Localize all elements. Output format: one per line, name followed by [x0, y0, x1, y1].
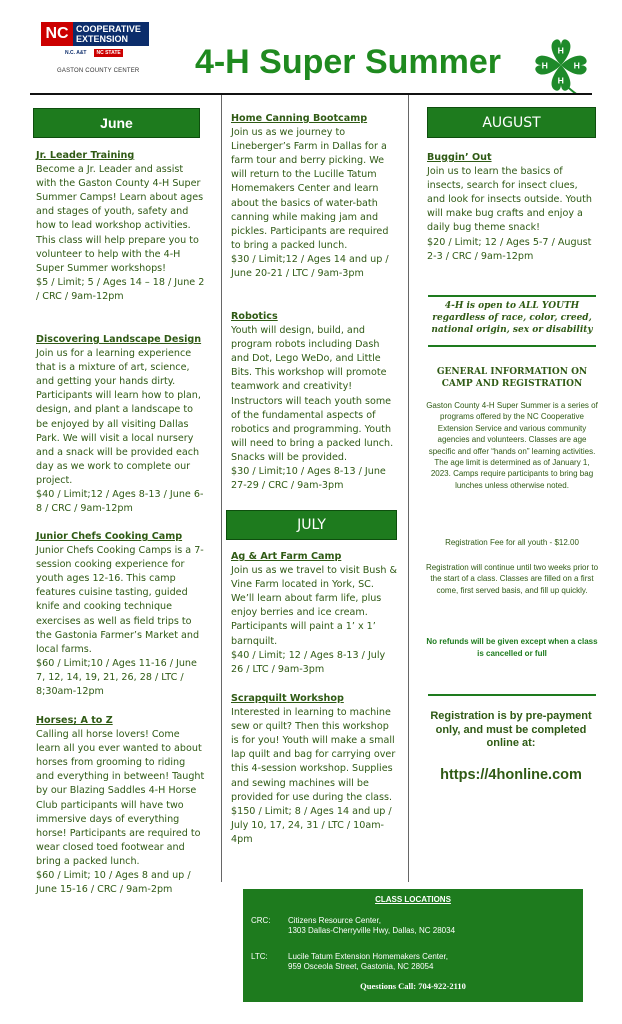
class-home-canning	[231, 112, 399, 281]
class-buggin-out	[427, 151, 597, 264]
county-center: GASTON COUNTY CENTER	[57, 68, 140, 74]
crc-name: Citizens Resource Center,	[288, 916, 381, 925]
crc-code: CRC:	[251, 916, 271, 925]
class-junior-chefs	[36, 530, 206, 699]
logo-extension	[73, 22, 149, 46]
class-locations-box	[243, 889, 583, 1002]
column-divider-right	[408, 95, 409, 882]
class-title: Jr. Leader Training	[36, 150, 135, 161]
june-heading: June	[33, 108, 200, 138]
class-title: Robotics	[231, 311, 278, 322]
divider-registration	[428, 694, 596, 696]
class-title: Junior Chefs Cooking Camp	[36, 531, 183, 542]
column-divider-left	[221, 95, 222, 882]
registration-prepay: Registration is by pre-payment only, and must be completed online at:	[430, 710, 592, 749]
class-description: Join us to learn the basics of insects, search for insect clues, and look for insects outside. Youth will make bug crafts and enjoy a daily bug theme snack!	[427, 166, 592, 234]
divider-bottom	[428, 345, 596, 347]
four-h-clover-icon	[532, 38, 590, 96]
class-details: $60 / Limit; 10 / Ages 8 and up / June 15-16 / CRC / 9am-2pm	[36, 870, 191, 896]
class-ag-art-farm	[231, 550, 399, 677]
class-description: Interested in learning to machine sew or quilt? Then this workshop is for you! Youth will make a small lap quilt and bag for carrying over this 4-session workshop. Supplies and sewing machines will be provided for use during the class.	[231, 707, 396, 803]
clover-letter-left: H	[541, 60, 548, 71]
clover-letter-right: H	[573, 60, 580, 71]
class-details: $60 / Limit;10 / Ages 11-16 / June 7, 12, 14, 19, 21, 26, 28 / LTC / 8;30am-12pm	[36, 657, 197, 698]
refund-policy: No refunds will be given except when a class is cancelled or full	[426, 637, 598, 658]
crc-location	[288, 916, 455, 936]
class-details: $40 / Limit;12 / Ages 8-13 / June 6-8 / CRC / 9am-12pm	[36, 489, 204, 515]
class-title: Horses; A to Z	[36, 715, 113, 726]
ltc-code: LTC:	[251, 952, 268, 961]
logo-ncat: N.C. A&T	[65, 50, 87, 56]
class-scrapquilt	[231, 692, 399, 847]
class-title: Home Canning Bootcamp	[231, 113, 368, 124]
class-title: Scrapquilt Workshop	[231, 693, 344, 704]
open-to-all-statement: 4-H is open to ALL YOUTH regardless of race, color, creed, national origin, sex or disability	[431, 301, 593, 335]
class-jr-leader	[36, 149, 206, 304]
class-description: Join us for a learning experience that is a mixture of art, science, and getting your hands dirty. Participants will learn how to plan, design, and plant a landscape to be enjoyed by all visiting Dallas Park. We will visit a local nursery and a snack will be provided each day as we work to complete our project.	[36, 348, 201, 486]
logo-nc: NC	[41, 22, 73, 46]
ltc-location	[288, 952, 448, 972]
class-title: Ag & Art Farm Camp	[231, 551, 342, 562]
class-details: $30 / Limit;12 / Ages 14 and up / June 20-21 / LTC / 9am-3pm	[231, 253, 389, 280]
divider-top	[428, 295, 596, 297]
class-details: $40 / Limit; 12 / Ages 8-13 / July 26 / LTC / 9am-3pm	[231, 649, 386, 675]
clover-letter-bottom: H	[557, 75, 564, 86]
logo-ncstate: NC STATE	[96, 50, 121, 56]
registration-link[interactable]: https://4honline.com	[440, 767, 582, 783]
class-details: $30 / Limit;10 / Ages 8-13 / June 27-29 / CRC / 9am-3pm	[231, 466, 386, 492]
class-details: $5 / Limit; 5 / Ages 14 – 18 / June 2 / CRC / 9am-12pm	[36, 276, 205, 302]
class-description: Junior Chefs Cooking Camps is a 7-session cooking experience for youth ages 12-16. This camp features cuisine tasting, guided knife and cooking technique exercises as well as field trips to the Gastonia Farmer’s Market and local farms.	[36, 545, 204, 655]
ltc-name: Lucile Tatum Extension Homemakers Center,	[288, 952, 448, 961]
questions-phone: Questions Call: 704-922-2110	[360, 981, 466, 991]
class-description: Join us as we journey to Lineberger’s Farm in Dallas for a farm tour and berry picking. We will return to the Lucille Tatum Homemakers Center and learn about the basics of water-bath canning while making jam and pickles. Participants are required to bring a packed lunch.	[231, 127, 389, 251]
class-description: Youth will design, build, and program robots including Dash and Dot, Lego WeDo, and Little Bits. This workshop will promote teamwork and creativity! Instructors will teach youth some of the fundamental aspects of robotics and programming. Youth will need to bring a packed lunch. Snacks will be provided.	[231, 325, 394, 463]
class-title: Discovering Landscape Design	[36, 334, 202, 345]
class-details: $150 / Limit; 8 / Ages 14 and up / July 10, 17, 24, 31 / LTC / 10am-4pm	[231, 805, 392, 845]
general-info-title: GENERAL INFORMATION ON CAMP AND REGISTRATION	[436, 367, 588, 389]
logo-coop-text: COOPERATIVE	[76, 24, 141, 34]
class-description: Become a Jr. Leader and assist with the Gaston County 4-H Super Summer Camps! Learn about ages and stages of youth, safety and how to lead workshop activities. This class will help prepare you to volunteer to help with the 4-H Super Summer workshops!	[36, 164, 204, 274]
class-description: Calling all horse lovers! Come learn all you ever wanted to about horses from grooming to riding and everything in between! Taught by our Blazing Saddles 4-H Horse Club participants will have two immersive days of everything horse! Participants are required to wear closed toed footwear and bring a packed lunch.	[36, 729, 205, 867]
logo-ext-text: EXTENSION	[76, 34, 129, 44]
august-heading: AUGUST	[427, 107, 596, 138]
class-title: Buggin’ Out	[427, 152, 492, 163]
crc-address: 1303 Dallas-Cherryville Hwy, Dallas, NC 28034	[288, 926, 456, 935]
july-heading: JULY	[226, 510, 397, 540]
extension-logo	[41, 22, 149, 74]
header-rule	[30, 93, 592, 95]
class-horses	[36, 714, 206, 897]
registration-continue: Registration will continue until two weeks prior to the start of a class. Classes are filled on a first come, first served basis, and fill up quickly.	[425, 563, 599, 595]
clover-letter-top: H	[557, 45, 564, 56]
ltc-address: 959 Osceola Street, Gastonia, NC 28054	[288, 962, 434, 971]
class-details: $20 / Limit; 12 / Ages 5-7 / August 2-3 / CRC / 9am-12pm	[427, 236, 592, 262]
general-info-text: Gaston County 4-H Super Summer is a series of programs offered by the NC Cooperative Extension Service and various community agencies and volunteers. Classes are age specific and offer “hands on” learning activities. The age limit is determined as of January 1, 2023. Camps require participants to bring bag lunches unless otherwise noted.	[426, 401, 598, 490]
locations-title: CLASS LOCATIONS	[375, 895, 451, 904]
registration-fee: Registration Fee for all youth - $12.00	[445, 538, 579, 547]
class-robotics	[231, 310, 399, 493]
page-title: 4-H Super Summer	[194, 43, 502, 81]
class-description: Join us as we travel to visit Bush & Vine Farm located in York, SC. We’ll learn about farm life, plus enjoy berries and ice cream. Participants will paint a 1’ x 1’ barnquilt.	[231, 565, 397, 647]
class-landscape-design	[36, 333, 206, 516]
